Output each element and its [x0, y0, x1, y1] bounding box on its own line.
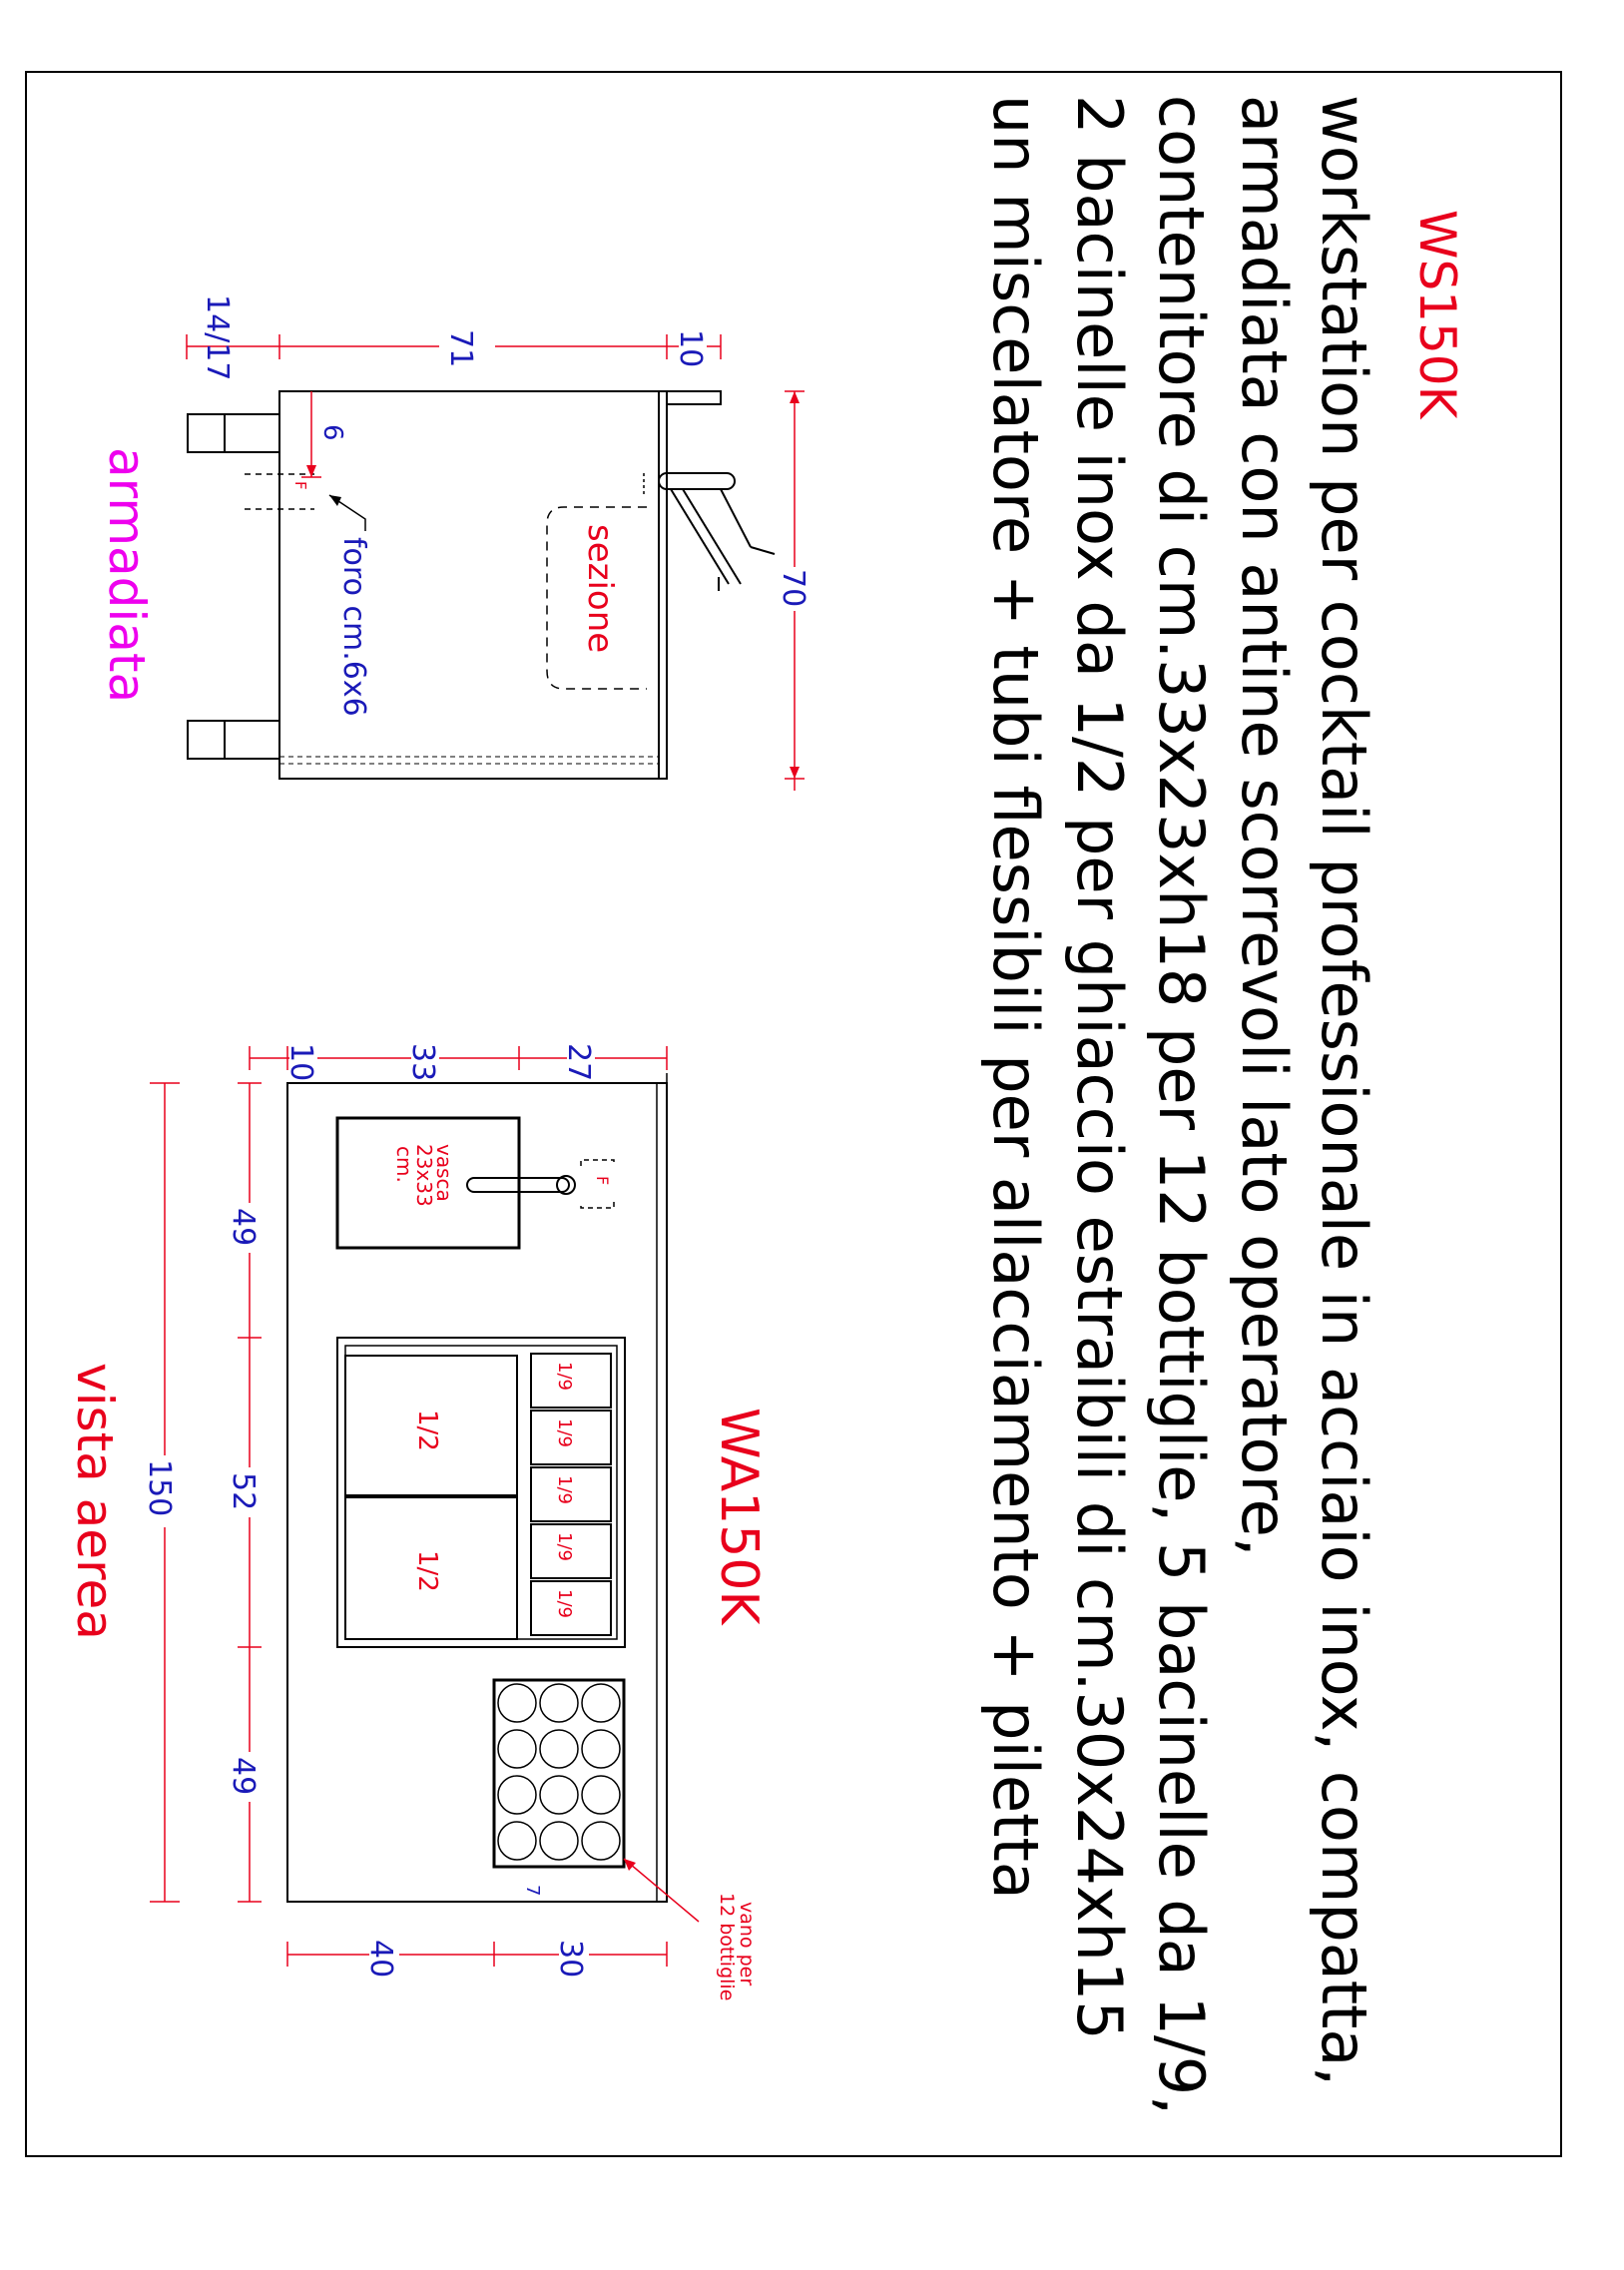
ninth-pan-3-label: 1/9	[554, 1475, 575, 1504]
bottle-slot	[498, 1822, 536, 1860]
bottle-slot	[540, 1684, 578, 1722]
bottle-slot	[498, 1684, 536, 1722]
description-block	[979, 95, 1466, 2115]
pan-frame-inner	[345, 1346, 617, 1639]
dim-length-2: 52	[226, 1472, 261, 1511]
dim-length-1: 49	[226, 1208, 261, 1247]
faucet-spout	[683, 489, 741, 584]
pan-frame	[337, 1338, 625, 1647]
pipe-stub-bottom	[188, 721, 279, 759]
top-view	[66, 1043, 769, 2000]
bottle-note-line-1: vano per	[736, 1902, 758, 1986]
description-line-4: 2 bacinelle inox da 1/2 per ghiaccio estraibili di cm.30x24xh15	[1063, 95, 1136, 2040]
bottle-slots	[498, 1684, 620, 1860]
top-view-caption: vista aerea	[66, 1363, 124, 1640]
bottle-note-leader	[624, 1859, 699, 1922]
bottle-slot	[582, 1776, 620, 1814]
dim-depth-bottom-2: 30	[553, 1940, 588, 1979]
description-line-2: armadiata con antine scorrevoli lato operatore,	[1228, 95, 1301, 1557]
faucet-lever	[721, 489, 751, 547]
faucet-base	[659, 473, 735, 489]
faucet-lever-tip	[751, 547, 775, 554]
hole-note: foro cm.6x6	[336, 537, 371, 717]
dimension-arrow	[790, 767, 800, 779]
dimension-arrow	[306, 465, 316, 477]
half-pan-1-label: 1/2	[412, 1410, 442, 1451]
bottle-slot	[582, 1730, 620, 1768]
pipe-stub-top	[188, 414, 279, 452]
model-label: WA150K	[709, 1408, 769, 1625]
faucet-spout	[671, 489, 729, 584]
dim-overall-depth: 70	[776, 569, 811, 608]
bottle-note-line-2: 12 bottiglie	[716, 1893, 738, 2001]
bottle-note-arrow	[624, 1859, 636, 1871]
title: WS150K	[1408, 210, 1466, 419]
section-view	[98, 294, 811, 791]
ninth-pan-5-label: 1/9	[554, 1589, 575, 1618]
dim-depth-top-2: 33	[405, 1043, 440, 1082]
ninth-pan-4-label: 1/9	[554, 1532, 575, 1561]
ninth-pan-1-label: 1/9	[554, 1362, 575, 1391]
sink-label-line-2: 23x33	[412, 1144, 436, 1207]
dim-depth-top-3: 27	[561, 1043, 596, 1082]
worktop-lip	[667, 391, 721, 404]
bottle-compartment	[494, 1680, 624, 1867]
drain-marker: F	[291, 481, 309, 490]
dim-depth-top-1: 10	[283, 1043, 318, 1082]
dim-depth-bottom-1: 40	[363, 1940, 398, 1979]
description-line-5: un miscelatore + tubi flessibili per allacciamento + piletta	[979, 95, 1052, 1900]
ninth-pan-2-label: 1/9	[554, 1419, 575, 1447]
dim-total-length: 150	[142, 1459, 177, 1517]
half-pan-2-label: 1/2	[412, 1550, 442, 1592]
dimension-arrow	[790, 391, 800, 403]
hole-note-arrow	[329, 495, 341, 506]
tap-marker: F	[593, 1176, 612, 1186]
dim-left-step: 10	[673, 329, 708, 368]
small-dim: 7	[522, 1885, 543, 1897]
bottle-slot	[540, 1730, 578, 1768]
bottle-slot	[582, 1684, 620, 1722]
bottle-slot	[498, 1776, 536, 1814]
sink-label-line-1: vasca	[432, 1144, 456, 1202]
dim-drop: 6	[317, 424, 347, 441]
section-tag: sezione	[580, 524, 620, 654]
bottle-slot	[498, 1730, 536, 1768]
bottle-slot	[582, 1822, 620, 1860]
dim-length-3: 49	[226, 1757, 261, 1796]
bottle-slot	[540, 1776, 578, 1814]
sink-label-line-3: cm.	[392, 1146, 416, 1183]
dim-back-step: 14/17	[200, 294, 235, 381]
description-line-3: contenitore di cm.33x23xh18 per 12 bottiglie, 5 bacinelle da 1/9,	[1145, 95, 1218, 2115]
bottle-slot	[540, 1822, 578, 1860]
section-view-label: armadiata	[98, 447, 156, 704]
description-line-1: workstation per cocktail professionale in acciaio inox, compatta,	[1308, 95, 1380, 2087]
dim-body-width: 71	[443, 329, 478, 368]
